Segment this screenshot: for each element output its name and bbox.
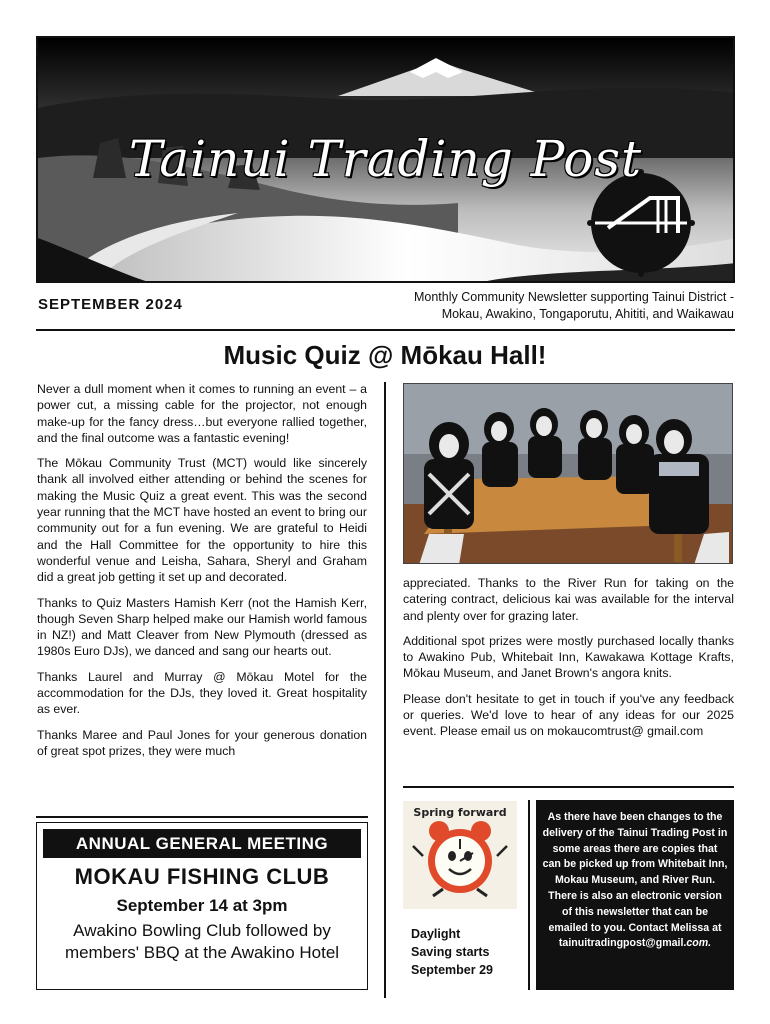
agm-date: September 14 at 3pm [116,896,288,915]
article-right-column [403,575,734,749]
article-paragraph: Additional spot prizes were mostly purchased locally thanks to Awakino Pub, Whitebait Inn, Kawakawa Kottage Krafts, Mōkau Museum, and Janet Brown's angora knits. [403,633,734,681]
delivery-notice-box [536,800,734,990]
contact-email-suffix: com. [686,937,712,950]
music-quiz-photo [403,383,733,564]
bottom-divider [528,800,530,990]
costumed-group-image [404,384,733,564]
daylight-line-3: September 29 [411,963,493,977]
right-column-rule [403,786,734,788]
tagline [314,289,734,323]
tagline-line-2: Mokau, Awakino, Tongaporutu, Ahititi, and Waikawau [441,307,734,321]
spring-forward-clock-image [403,801,517,909]
delivery-notice-text: As there have been changes to the delivery of the Tainui Trading Post in some areas there are copies that can be picked up from Whitebait Inn, Mokau Museum, and River Run. There is also an electronic version of this newsletter that can be emailed to you. Contact Melissa at [542,811,728,934]
agm-details: Awakino Bowling Club followed by members' BBQ at the Awakino Hotel [64,921,340,962]
article-paragraph: Thanks Laurel and Murray @ Mōkau Motel for the accommodation for the DJs, they loved it. Great hospitality as ever. [37,669,367,717]
alarm-clock-icon [403,801,517,909]
issue-date: SEPTEMBER 2024 [38,296,183,313]
clock-caption: Spring forward [413,806,507,819]
article-headline: Music Quiz @ Mōkau Hall! [223,340,547,370]
article-paragraph: Please don't hesitate to get in touch if you've any feedback or queries. We'd love to hear of any ideas for our 2025 event. Please email us on mokaucomtrust@ gmail.com [403,691,734,739]
left-column-rule [36,816,368,818]
masthead [36,36,735,283]
column-divider [384,382,386,998]
masthead-title: Tainui Trading Post [128,130,643,188]
article-paragraph: Thanks Maree and Paul Jones for your generous donation of great spot prizes, they were much [37,727,367,758]
daylight-line-1: Daylight [411,927,461,941]
daylight-saving-caption [411,925,493,979]
agm-notice-box [36,822,368,990]
agm-title: MOKAU FISHING CLUB [74,864,330,889]
article-paragraph: Thanks to Quiz Masters Hamish Kerr (not the Hamish Kerr, though Seven Sharp helped make our Hamish world famous in NZ!) and Matt Cleaver from New Plymouth (dressed as 1980s Euro DJs), we danced and sang our hearts out. [37,595,367,659]
article-paragraph: Never a dull moment when it comes to running an event – a power cut, a missing cable for the projector, not enough make-up for the fancy dress…but everyone rallied together, and the final outcome was a fantastic evening! [37,382,367,445]
article-paragraph: The Mōkau Community Trust (MCT) would like sincerely thank all involved either attending or behind the scenes for making the Music Quiz a great event. This was the second year running that the MCT have hosted an event to bring our community out for a fun evening. We are grateful to Heidi and the Hall Committee for the opportunity to hire this wonderful venue and Leisha, Sahara, Sheryl and Graham did a great job getting it set up and decorated. [37,456,367,585]
article-paragraph: appreciated. Thanks to the River Run for taking on the catering contract, delicious kai was available for the interval and plenty over for grazing later. [403,576,734,623]
header-rule [36,329,735,331]
agm-header: ANNUAL GENERAL MEETING [43,829,361,858]
contact-email[interactable]: tainuitradingpost@gmail. [558,937,687,950]
daylight-line-2: Saving starts [411,945,490,959]
article-left-column [37,381,367,768]
tagline-line-1: Monthly Community Newsletter supporting Tainui District - [413,290,734,304]
